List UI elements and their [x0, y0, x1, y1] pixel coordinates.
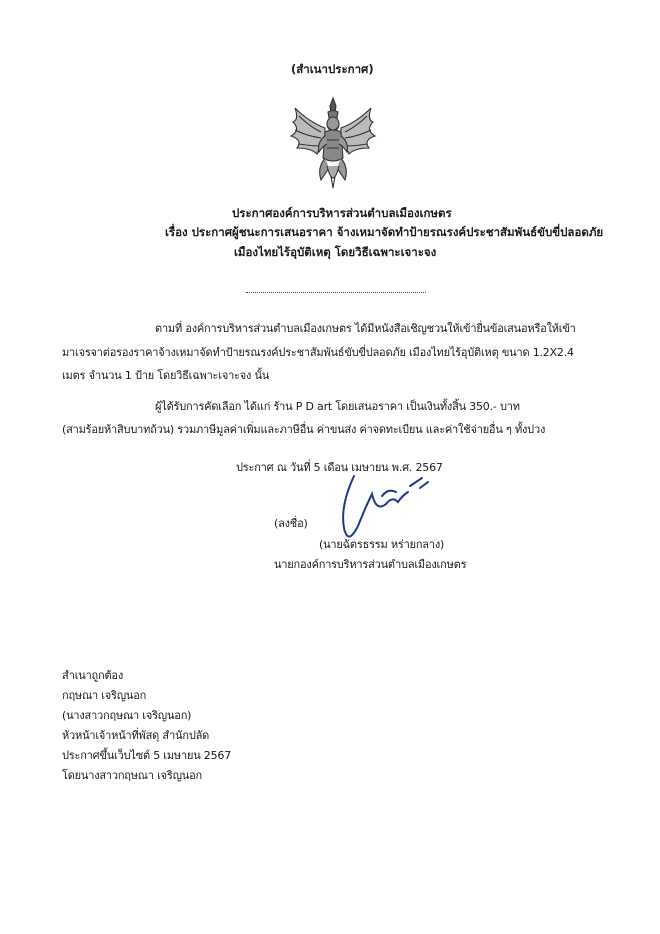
- paragraph-1-line-2: มาเจรจาต่อรองราคาจ้างเหมาจัดทำป้ายรณรงค์ประชาสัมพันธ์ขับขี่ปลอดภัย เมืองไทยไร้อุบัติเหตุ ขนาด 1.2X2.4: [62, 346, 574, 359]
- signer-name: (นายฉัตรธรรม หร่ายกลาง): [319, 538, 445, 551]
- signed-label: (ลงชื่อ): [274, 517, 308, 530]
- paragraph-1-line-3: เมตร จำนวน 1 ป้าย โดยวิธีเฉพาะเจาะจง นั้น: [62, 369, 270, 382]
- certification-line-3: (นางสาวกฤษณา เจริญนอก): [62, 709, 192, 722]
- certification-line-1: สำเนาถูกต้อง: [62, 669, 123, 682]
- announce-date-line: ประกาศ ณ วันที่ 5 เดือน เมษายน พ.ศ. 2567: [236, 461, 443, 474]
- signer-position: นายกองค์การบริหารส่วนตำบลเมืองเกษตร: [274, 558, 467, 571]
- subject-line-1: เรื่อง ประกาศผู้ชนะการเสนอราคา จ้างเหมาจัดทำป้ายรณรงค์ประชาสัมพันธ์ขับขี่ปลอดภัย: [165, 225, 604, 239]
- divider-dotted-line: [246, 292, 426, 293]
- copy-label: (สำเนาประกาศ): [291, 62, 374, 76]
- paragraph-2-line-1: ผู้ได้รับการคัดเลือก ได้แก่ ร้าน P D art โดยเสนอราคา เป็นเงินทั้งสิ้น 350.- บาท: [155, 400, 520, 413]
- certification-line-4: หัวหน้าเจ้าหน้าที่พัสดุ สำนักปลัด: [62, 729, 210, 742]
- paragraph-1-line-1: ตามที่ องค์การบริหารส่วนตำบลเมืองเกษตร ได้มีหนังสือเชิญชวนให้เข้ายื่นข้อเสนอหรือให้เข้า: [155, 322, 576, 335]
- certification-line-6: โดยนางสาวกฤษณา เจริญนอก: [62, 769, 202, 782]
- garuda-emblem: [287, 96, 379, 192]
- announcement-title: ประกาศองค์การบริหารส่วนตำบลเมืองเกษตร: [232, 206, 452, 220]
- subject-line-2: เมืองไทยไร้อุบัติเหตุ โดยวิธีเฉพาะเจาะจง: [234, 245, 437, 259]
- certification-line-5: ประกาศขึ้นเว็บไซต์ 5 เมษายน 2567: [62, 749, 232, 762]
- handwritten-signature: [336, 466, 446, 546]
- certification-line-2: กฤษณา เจริญนอก: [62, 689, 147, 702]
- paragraph-2-line-2: (สามร้อยห้าสิบบาทถ้วน) รวมภาษีมูลค่าเพิ่มและภาษีอื่น ค่าขนส่ง ค่าจดทะเบียน และค่าใช้จ่ายอื่น ๆ ทั้งปวง: [62, 423, 546, 436]
